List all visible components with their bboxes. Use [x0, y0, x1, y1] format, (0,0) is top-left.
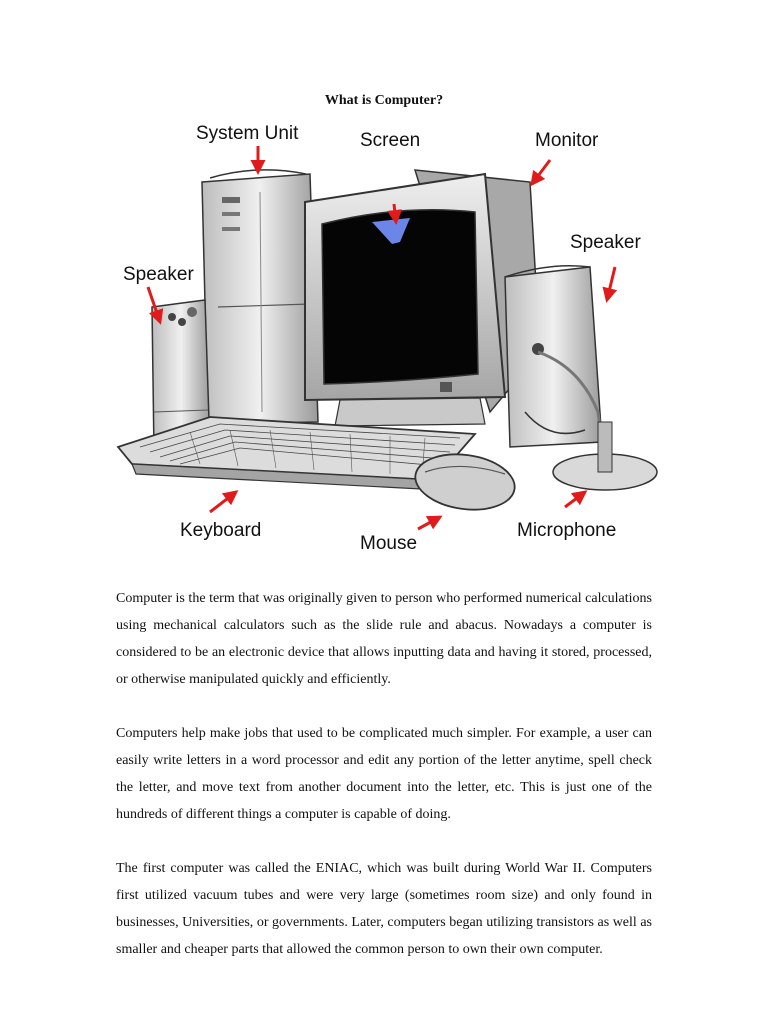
- monitor: [305, 174, 505, 426]
- label-screen: Screen: [360, 130, 421, 151]
- document-body: [116, 585, 652, 990]
- arrow-speaker-right: [607, 267, 615, 300]
- system-unit-tower: [202, 170, 318, 424]
- right-speaker: [505, 266, 602, 447]
- arrow-monitor: [532, 160, 550, 184]
- label-monitor: Monitor: [535, 130, 599, 151]
- paragraph-3: The first computer was called the ENIAC, which was built during World War II. Computers first utilized vacuum tubes and were very large (sometimes room size) and only found in businesses, Universities, or governments. Later, computers began utilizing transistors as well as smaller and cheaper parts that allowed the common person to own their own computer.: [116, 861, 652, 957]
- label-speaker-left: Speaker: [123, 264, 194, 285]
- paragraph-1: Computer is the term that was originally given to person who performed numerical calculations using mechanical calculators such as the slide rule and abacus. Nowadays a computer is considered to be an electronic device that allows inputting data and having it stored, processed, or otherwise manipulated quickly and efficiently.: [116, 591, 652, 687]
- document-title: What is Computer?: [324, 93, 444, 108]
- paragraph-2: Computers help make jobs that used to be complicated much simpler. For example, a user can easily write letters in a word processor and edit any portion of the letter anytime, spell check the letter, and move text from another document into the letter, etc. This is just one of the hundreds of different things a computer is capable of doing.: [116, 726, 652, 822]
- label-keyboard: Keyboard: [180, 520, 262, 541]
- label-system-unit: System Unit: [196, 123, 299, 144]
- arrow-mouse: [418, 517, 440, 529]
- computer-illustration: [110, 112, 670, 562]
- label-speaker-right: Speaker: [570, 232, 641, 253]
- arrow-keyboard: [210, 492, 236, 512]
- label-mouse: Mouse: [360, 533, 418, 554]
- label-microphone: Microphone: [517, 520, 617, 541]
- arrow-microphone: [565, 492, 585, 507]
- computer-parts-figure: [110, 112, 670, 562]
- arrow-screen: [394, 204, 396, 222]
